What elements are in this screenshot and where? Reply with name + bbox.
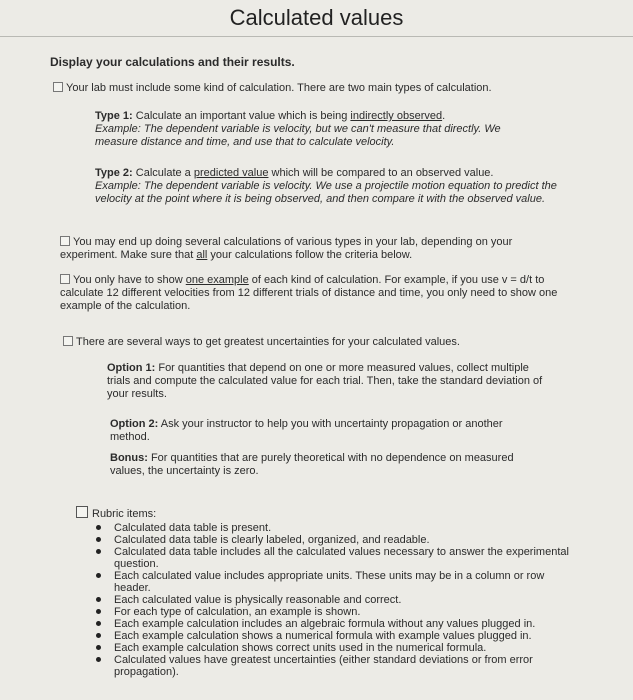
rubric-item-text: Calculated values have greatest uncertainties (either standard deviations or from error propagation). xyxy=(114,654,533,678)
rubric-item xyxy=(92,618,576,630)
rubric-item-text: Each example calculation shows a numerical formula with example values plugged in. xyxy=(114,630,532,642)
bullet-icon xyxy=(96,573,101,578)
rubric-item xyxy=(92,570,576,594)
note-several-calculations xyxy=(60,236,550,262)
checkbox-icon xyxy=(60,236,70,246)
rubric-title: Rubric items: xyxy=(92,508,157,520)
rubric-item-text: Each calculated value includes appropriate units. These units may be in a column or row header. xyxy=(114,570,545,594)
bullet-icon xyxy=(96,621,101,626)
rubric-item-text: Each example calculation includes an algebraic formula without any values plugged in. xyxy=(114,618,536,630)
option2-block xyxy=(110,418,540,444)
rubric-item-text: Calculated data table includes all the calculated values necessary to answer the experimental question. xyxy=(114,546,569,570)
checkbox-icon xyxy=(60,274,70,284)
rubric-item xyxy=(92,654,576,678)
type1-text-end: . xyxy=(442,110,446,122)
type2-line xyxy=(95,167,557,180)
bullet-icon xyxy=(96,549,101,554)
option1-text: For quantities that depend on one or more measured values, collect multiple trials and compute the calculated value for each trial. Then, take the standard deviation of your results. xyxy=(107,362,543,400)
rubric-item xyxy=(92,522,576,534)
option1-block xyxy=(107,362,555,401)
checkbox-icon xyxy=(76,506,88,518)
rubric-item-text: Calculated data table is present. xyxy=(114,522,272,534)
bullet-icon xyxy=(96,525,101,530)
option2-label: Option 2: xyxy=(110,418,159,430)
rubric-item-text: Calculated data table is clearly labeled, organized, and readable. xyxy=(114,534,430,546)
note3-text: There are several ways to get greatest uncertainties for your calculated values. xyxy=(76,336,460,348)
type1-example: Example: The dependent variable is velocity, but we can't measure that directly. We measure distance and time, and use that to calculate velocity. xyxy=(95,123,501,148)
type1-underlined: indirectly observed xyxy=(350,110,443,122)
option1-label: Option 1: xyxy=(107,362,156,374)
rubric-item-text: Each example calculation shows correct units used in the numerical formula. xyxy=(114,642,487,654)
title-bar xyxy=(0,0,633,37)
checkbox-icon xyxy=(53,82,63,92)
bonus-block xyxy=(110,452,550,478)
bullet-icon xyxy=(96,657,101,662)
note1-text: You may end up doing several calculations of various types in your lab, depending on your experiment. Make sure that xyxy=(60,236,513,261)
option2-text: Ask your instructor to help you with uncertainty propagation or another method. xyxy=(110,418,503,443)
bullet-icon xyxy=(96,609,101,614)
rubric-item-text: Each calculated value is physically reasonable and correct. xyxy=(114,594,402,606)
section-heading: Display your calculations and their results. xyxy=(50,55,295,69)
note2-text: You only have to show xyxy=(73,274,186,286)
rubric-title-line xyxy=(76,506,576,521)
note2-underlined: one example xyxy=(185,274,249,286)
note-one-example xyxy=(60,274,560,313)
type2-text: Calculate a xyxy=(135,167,194,179)
bullet-icon xyxy=(96,597,101,602)
rubric-item xyxy=(92,606,576,618)
document-body xyxy=(0,36,633,700)
rubric-item xyxy=(92,642,576,654)
type2-label: Type 2: xyxy=(95,167,133,179)
type2-text-end: which will be compared to an observed value. xyxy=(268,167,494,179)
type2-example: Example: The dependent variable is velocity. We use a projectile motion equation to predict the velocity at the point where it is being observed, and then compare it with the observed value. xyxy=(95,180,557,205)
type1-block xyxy=(95,110,545,149)
rubric-item xyxy=(92,534,576,546)
bonus-label: Bonus: xyxy=(110,452,148,464)
bullet-icon xyxy=(96,645,101,650)
rubric-section xyxy=(76,506,576,678)
checkbox-icon xyxy=(63,336,73,346)
bullet-icon xyxy=(96,633,101,638)
type1-label: Type 1: xyxy=(95,110,133,122)
rubric-item xyxy=(92,594,576,606)
intro-text: Your lab must include some kind of calculation. There are two main types of calculation. xyxy=(66,82,492,94)
page-title: Calculated values xyxy=(229,5,404,30)
intro-paragraph xyxy=(53,82,573,95)
type2-block xyxy=(95,167,557,206)
note1-underlined: all xyxy=(196,249,208,261)
note1-text-end: your calculations follow the criteria below. xyxy=(207,249,413,261)
note2-text-end: of each kind of calculation. For example, if you use v = d/t to calculate 12 different velocities from 12 different trials of distance and time, you only need to show one example of the calculation. xyxy=(60,274,558,312)
type2-underlined: predicted value xyxy=(193,167,269,179)
rubric-item xyxy=(92,546,576,570)
rubric-list xyxy=(92,522,576,678)
type1-text: Calculate an important value which is being xyxy=(135,110,351,122)
bullet-icon xyxy=(96,537,101,542)
bonus-text: For quantities that are purely theoretical with no dependence on measured values, the uncertainty is zero. xyxy=(110,452,514,477)
note-uncertainties xyxy=(63,336,543,349)
type1-line xyxy=(95,110,545,123)
rubric-item xyxy=(92,630,576,642)
rubric-item-text: For each type of calculation, an example is shown. xyxy=(114,606,361,618)
